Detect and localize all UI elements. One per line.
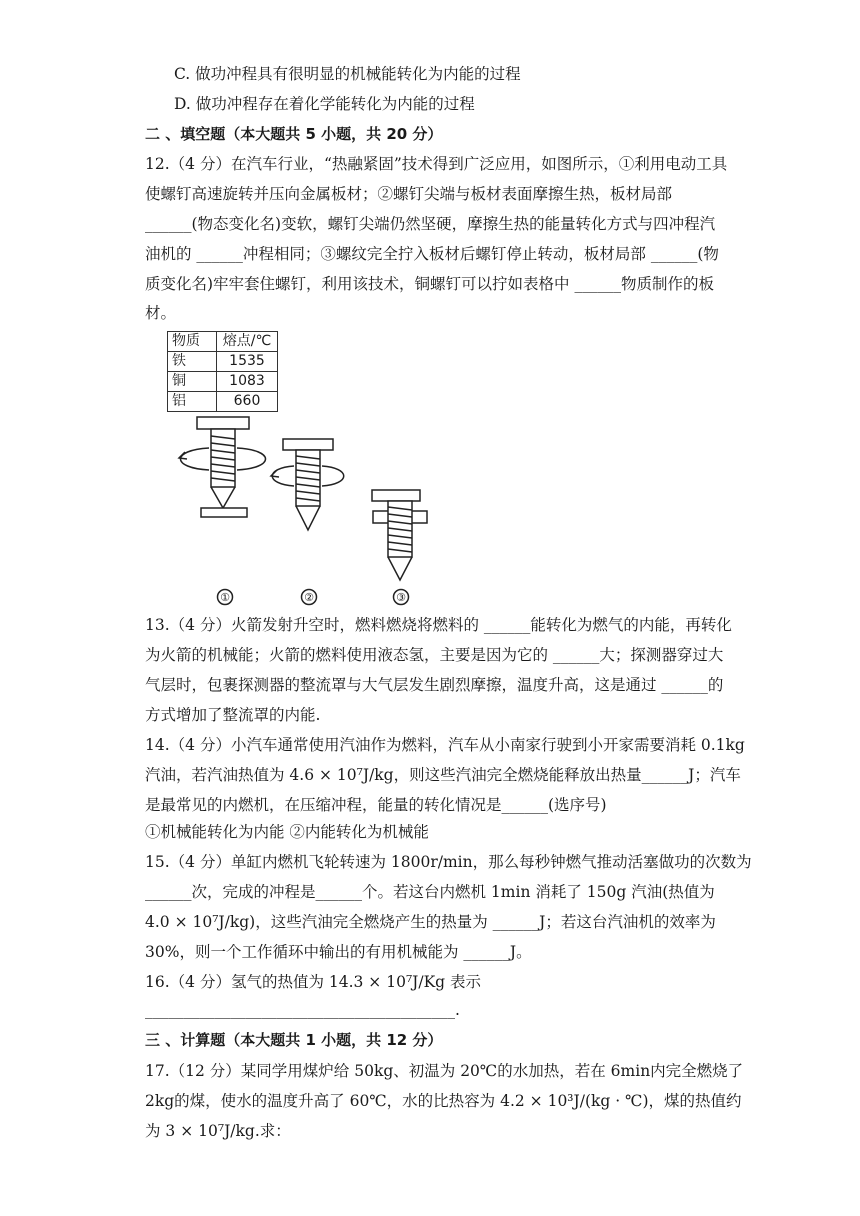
section-calc-heading: 三 、计算题（本大题共 1 小题，共 12 分） xyxy=(145,1031,443,1049)
q12-line: 质变化名)牢牢套住螺钉，利用该技术，铜螺钉可以拧如表格中 ______物质制作的板 xyxy=(145,275,714,293)
q17-line: 2kg的煤，使水的温度升高了 60℃，水的比热容为 4.2 × 10³J/(kg · ℃)，煤的热值约 xyxy=(145,1092,742,1110)
q15-line: 4.0 × 10⁷J/kg)，这些汽油完全燃烧产生的热量为 ______J；若这台汽油机的效率为 xyxy=(145,913,716,931)
q17-line: 17.（12 分）某同学用煤炉给 50kg、初温为 20℃的水加热，若在 6min内完全燃烧了 xyxy=(145,1062,744,1080)
q14-line: 14.（4 分）小汽车通常使用汽油作为燃料，汽车从小南家行驶到小开家需要消耗 0.1kg xyxy=(145,736,745,754)
q13-line: 气层时，包裹探测器的整流罩与大气层发生剧烈摩擦，温度升高，这是通过 ______的 xyxy=(145,676,724,694)
section-fill-blank-heading: 二 、填空题（本大题共 5 小题，共 20 分） xyxy=(145,125,443,143)
screw-3-drawing xyxy=(372,490,427,580)
q12-line: 使螺钉高速旋转并压向金属板材；②螺钉尖端与板材表面摩擦生热，板材局部 xyxy=(145,185,673,203)
q13-line: 为火箭的机械能；火箭的燃料使用液态氢，主要是因为它的 ______大；探测器穿过大 xyxy=(145,646,724,664)
table-cell: 铜 xyxy=(168,372,217,392)
table-cell: 1083 xyxy=(217,372,278,392)
q13-line: 方式增加了整流罩的内能. xyxy=(145,706,321,724)
melting-point-table xyxy=(167,331,278,412)
q12-line: 油机的 ______冲程相同；③螺纹完全拧入板材后螺钉停止转动，板材局部 ______(物 xyxy=(145,245,719,263)
table-cell: 铁 xyxy=(168,352,217,372)
screw-diagram xyxy=(165,412,455,608)
table-row xyxy=(168,352,278,372)
q14-line: 是最常见的内燃机，在压缩冲程，能量的转化情况是______(选序号) xyxy=(145,796,607,814)
screw-2-drawing xyxy=(271,439,344,530)
figure-label-2: ② xyxy=(304,591,314,604)
q16-line: 16.（4 分）氢气的热值为 14.3 × 10⁷J/Kg 表示 xyxy=(145,973,482,991)
table-row xyxy=(168,392,278,412)
table-header-cell: 物质 xyxy=(168,332,217,352)
table-header-cell: 熔点/℃ xyxy=(217,332,278,352)
q12-line: 材。 xyxy=(145,304,177,322)
q16-answer-blank: ________________________________________. xyxy=(145,1001,460,1019)
table-header-row xyxy=(168,332,278,352)
q15-line: 30%，则一个工作循环中输出的有用机械能为 ______J。 xyxy=(145,943,532,961)
q12-line: ______(物态变化名)变软，螺钉尖端仍然坚硬，摩擦生热的能量转化方式与四冲程汽 xyxy=(145,215,716,233)
table-row xyxy=(168,372,278,392)
table-cell: 铝 xyxy=(168,392,217,412)
option-d: D. 做功冲程存在着化学能转化为内能的过程 xyxy=(174,95,475,113)
screw-1-drawing xyxy=(179,417,266,517)
q13-line: 13.（4 分）火箭发射升空时，燃料燃烧将燃料的 ______能转化为燃气的内能，再转化 xyxy=(145,616,732,634)
table-cell: 1535 xyxy=(217,352,278,372)
option-c: C. 做功冲程具有很明显的机械能转化为内能的过程 xyxy=(174,65,521,83)
figure-label-3: ③ xyxy=(396,591,406,604)
q14-line: 汽油，若汽油热值为 4.6 × 10⁷J/kg，则这些汽油完全燃烧能释放出热量______J；汽车 xyxy=(145,766,741,784)
q15-line: 15.（4 分）单缸内燃机飞轮转速为 1800r/min，那么每秒钟燃气推动活塞做功的次数为 xyxy=(145,853,752,871)
figure-label-1: ① xyxy=(220,591,230,604)
q14-options: ①机械能转化为内能 ②内能转化为机械能 xyxy=(145,823,429,841)
table-cell: 660 xyxy=(217,392,278,412)
q17-line: 为 3 × 10⁷J/kg.求： xyxy=(145,1122,291,1140)
q15-line: ______次，完成的冲程是______个。若这台内燃机 1min 消耗了 150g 汽油(热值为 xyxy=(145,883,715,901)
q12-line: 12.（4 分）在汽车行业，“热融紧固”技术得到广泛应用，如图所示，①利用电动工具 xyxy=(145,155,728,173)
